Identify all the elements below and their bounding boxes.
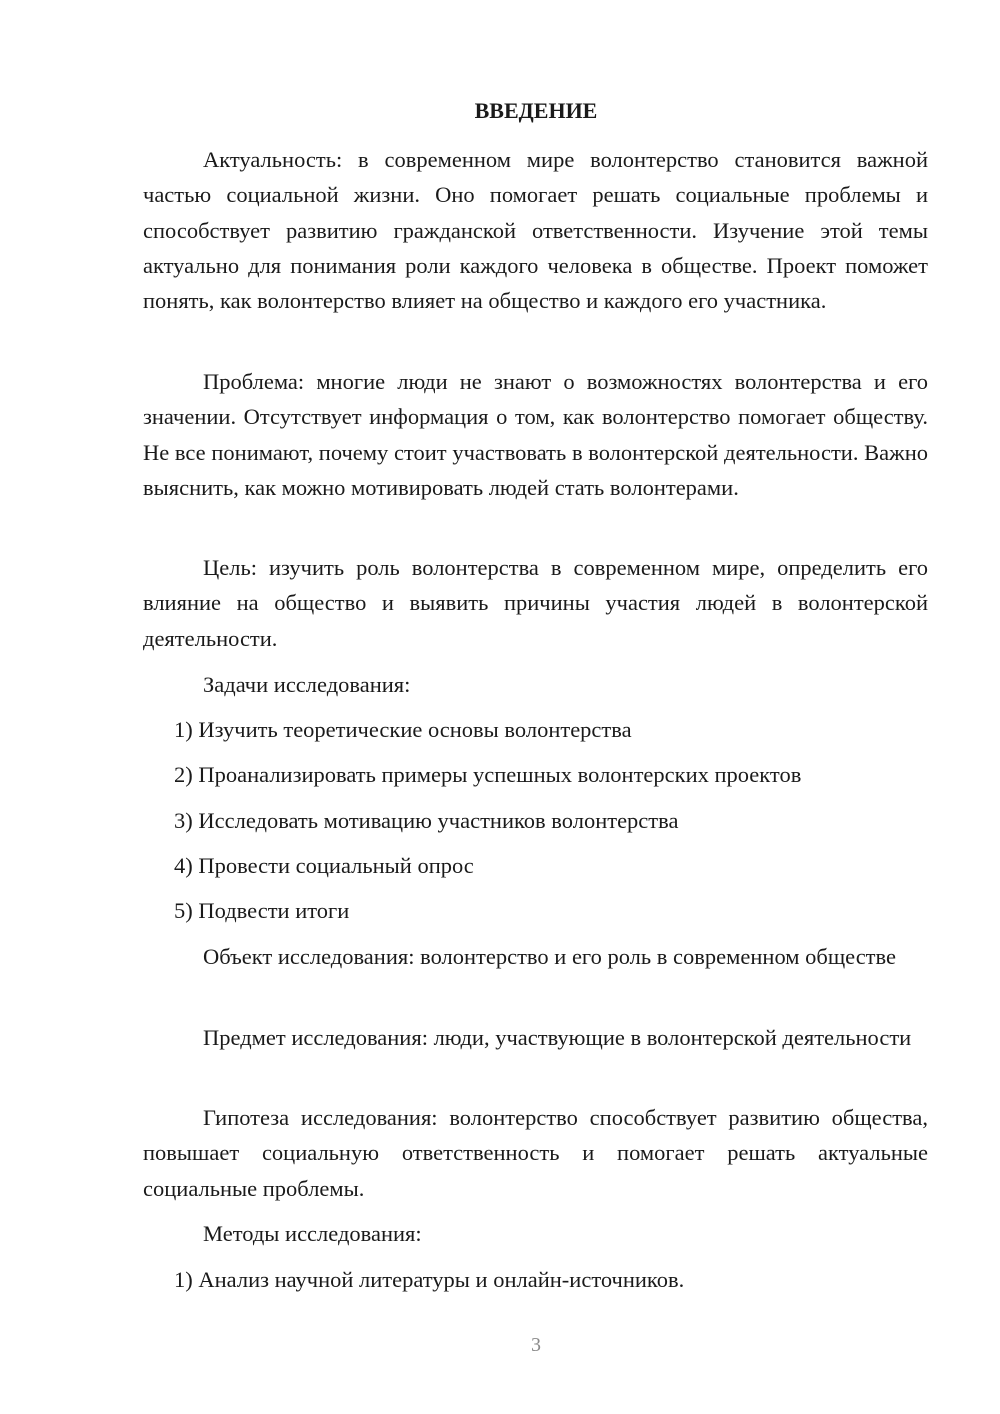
problem-paragraph: Проблема: многие люди не знают о возможностях волонтерства и его значении. Отсутствует информация о том, как волонтерство помогает обществу. Не все понимают, почему стоит участвовать в волонтерской деятельности. Важно выяснить, как можно мотивировать людей стать волонтерами. [143,369,928,500]
task-item-5: 5) Подвести итоги [174,898,350,923]
method-item-1: 1) Анализ научной литературы и онлайн-источников. [174,1267,685,1292]
subject-paragraph: Предмет исследования: люди, участвующие в волонтерской деятельности [203,1025,912,1050]
hypothesis-paragraph: Гипотеза исследования: волонтерство способствует развитию общества, повышает социальную ответственность и помогает решать актуальные социальные проблемы. [143,1105,928,1201]
tasks-title: Задачи исследования: [203,672,411,697]
object-paragraph: Объект исследования: волонтерство и его роль в современном обществе [203,944,896,969]
methods-title: Методы исследования: [203,1221,422,1246]
relevance-paragraph: Актуальность: в современном мире волонтерство становится важной частью социальной жизни. Оно помогает решать социальные проблемы и способствует развитию гражданской ответственности. Изучение этой темы актуально для понимания роли каждого человека в обществе. Проект поможет понять, как волонтерство влияет на общество и каждого его участника. [143,147,928,314]
task-item-4: 4) Провести социальный опрос [174,853,474,878]
task-item-1: 1) Изучить теоретические основы волонтерства [174,717,632,742]
page-number: 3 [531,1334,541,1356]
task-item-3: 3) Исследовать мотивацию участников волонтерства [174,808,679,833]
section-heading: ВВЕДЕНИЕ [474,98,598,123]
task-item-2: 2) Проанализировать примеры успешных волонтерских проектов [174,762,802,787]
goal-paragraph: Цель: изучить роль волонтерства в современном мире, определить его влияние на общество и выявить причины участия людей в волонтерской деятельности. [143,555,928,651]
